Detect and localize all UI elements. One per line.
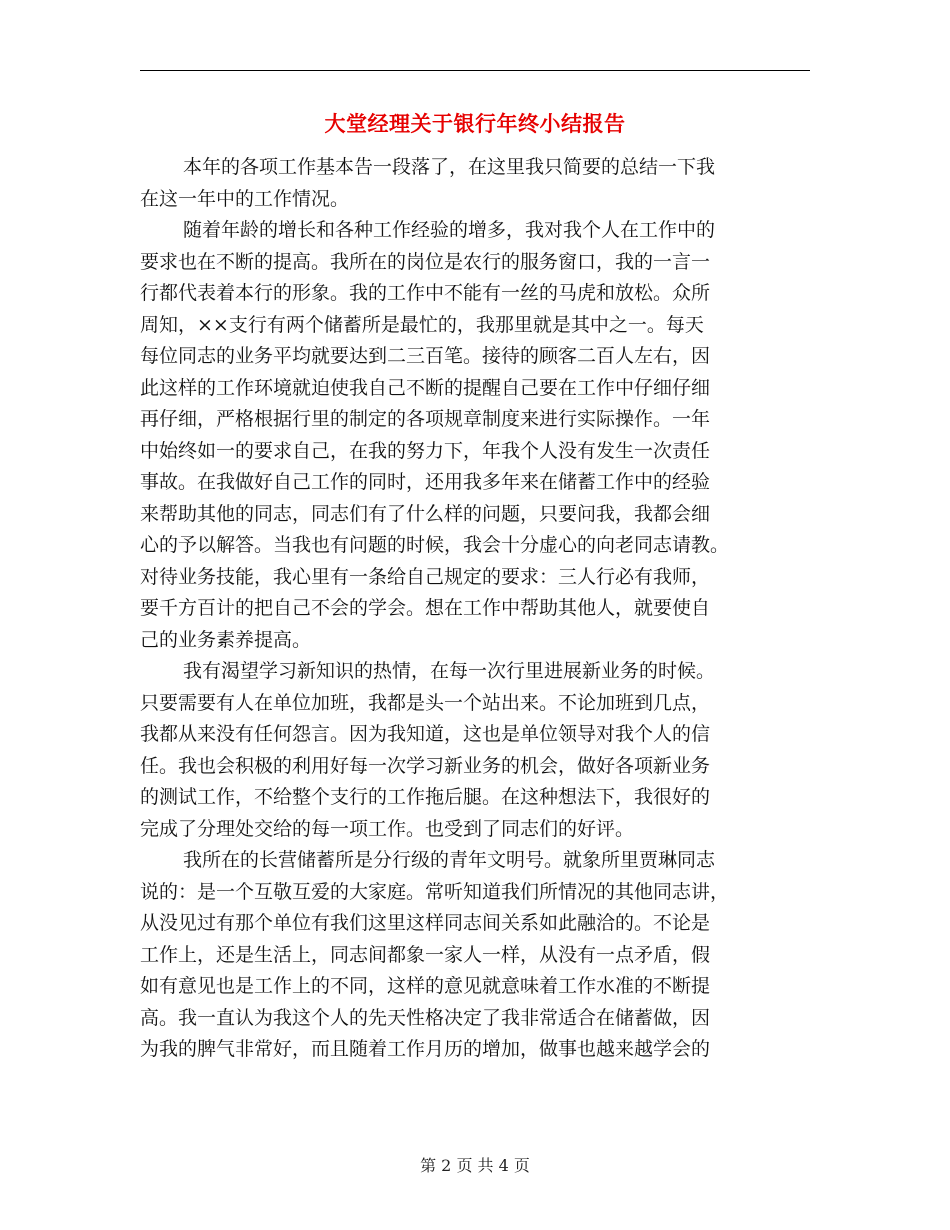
text-line: 我有渴望学习新知识的热情，在每一次行里进展新业务的时候。 [183,660,716,682]
page-number-footer: 第 2 页 共 4 页 [420,1156,530,1175]
text-line: 工作上，还是生活上，同志间都象一家人一样，从没有一点矛盾，假 [140,943,711,966]
text-line: 如有意见也是工作上的不同，这样的意见就意味着工作水准的不断提 [140,975,711,997]
text-line: 我所在的长营储蓄所是分行级的青年文明号。就象所里贾琳同志 [183,849,716,871]
text-line: 周知，××支行有两个储蓄所是最忙的，我那里就是其中之一。每天 [140,313,704,336]
text-line: 行都代表着本行的形象。我的工作中不能有一丝的马虎和放松。众所 [140,282,711,304]
text-line: 心的予以解答。当我也有问题的时候，我会十分虚心的向老同志请教。 [140,534,730,556]
text-line: 我都从来没有任何怨言。因为我知道，这也是单位领导对我个人的信 [140,723,711,745]
text-line: 本年的各项工作基本告一段落了，在这里我只简要的总结一下我 [183,156,716,178]
text-line: 任。我也会积极的利用好每一次学习新业务的机会，做好各项新业务 [140,754,711,777]
text-line: 事故。在我做好自己工作的同时，还用我多年来在储蓄工作中的经验 [140,471,711,493]
header-divider [140,70,810,71]
text-line: 的测试工作，不给整个支行的工作拖后腿。在这种想法下，我很好的 [140,786,711,808]
text-line: 再仔细，严格根据行里的制定的各项规章制度来进行实际操作。一年 [140,408,711,430]
text-line: 己的业务素养提高。 [140,628,312,651]
text-line: 完成了分理处交给的每一项工作。也受到了同志们的好评。 [140,817,635,840]
text-line: 来帮助其他的同志，同志们有了什么样的问题，只要问我，我都会细 [140,502,711,525]
document-body [140,152,810,1066]
text-line: 中始终如一的要求自己，在我的努力下，年我个人没有发生一次责任 [140,439,711,462]
text-line: 要千方百计的把自己不会的学会。想在工作中帮助其他人，就要使自 [140,597,711,619]
text-line: 在这一年中的工作情况。 [140,187,350,210]
text-line: 为我的脾气非常好，而且随着工作月历的增加，做事也越来越学会的 [140,1038,711,1060]
text-line: 说的：是一个互敬互爱的大家庭。常听知道我们所情况的其他同志讲， [140,880,730,903]
text-line: 每位同志的业务平均就要达到二三百笔。接待的顾客二百人左右，因 [140,345,711,367]
text-line: 高。我一直认为我这个人的先天性格决定了我非常适合在储蓄做，因 [140,1006,711,1029]
text-line: 只要需要有人在单位加班，我都是头一个站出来。不论加班到几点， [140,691,711,714]
text-line: 此这样的工作环境就迫使我自己不断的提醒自己要在工作中仔细仔细 [140,376,711,399]
text-line: 要求也在不断的提高。我所在的岗位是农行的服务窗口，我的一言一 [140,250,711,273]
text-line: 对待业务技能，我心里有一条给自己规定的要求：三人行必有我师， [140,565,711,588]
text-line: 从没见过有那个单位有我们这里这样同志间关系如此融洽的。不论是 [140,912,711,934]
document-title: 大堂经理关于银行年终小结报告 [324,111,626,136]
text-line: 随着年龄的增长和各种工作经验的增多，我对我个人在工作中的 [183,219,716,241]
